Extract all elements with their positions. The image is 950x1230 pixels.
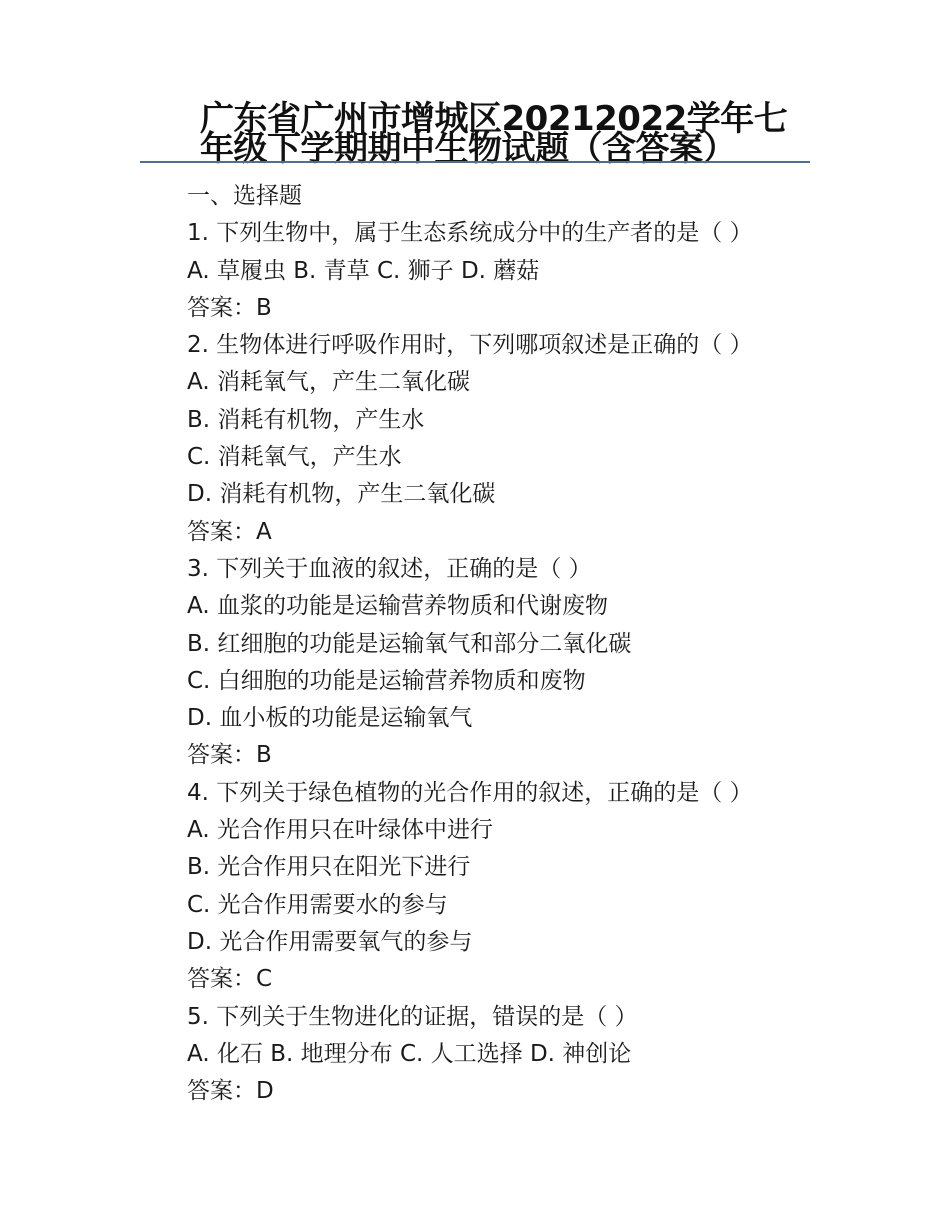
- option-b: B. 光合作用只在阳光下进行: [187, 854, 471, 881]
- question-5: [187, 999, 827, 1111]
- question-answer: 答案：B: [187, 294, 272, 321]
- question-4: [187, 775, 827, 999]
- option-b: B. 红细胞的功能是运输氧气和部分二氧化碳: [187, 630, 632, 657]
- section-heading: 一、选择题: [187, 183, 302, 209]
- question-1: [187, 215, 827, 327]
- question-answer: 答案：D: [187, 1078, 274, 1105]
- question-3: [187, 551, 827, 775]
- option-c: C. 光合作用需要水的参与: [187, 891, 448, 918]
- option-c: C. 白细胞的功能是运输营养物质和废物: [187, 667, 586, 694]
- question-stem: 5. 下列关于生物进化的证据，错误的是（ ）: [187, 1003, 638, 1030]
- question-2: [187, 327, 827, 551]
- option-a: A. 光合作用只在叶绿体中进行: [187, 817, 493, 844]
- question-stem: 1. 下列生物中，属于生态系统成分中的生产者的是（ ）: [187, 220, 753, 247]
- option-b: B. 消耗有机物，产生水: [187, 406, 425, 433]
- question-stem: 2. 生物体进行呼吸作用时，下列哪项叙述是正确的（ ）: [187, 332, 753, 359]
- question-stem: 4. 下列关于绿色植物的光合作用的叙述，正确的是（ ）: [187, 779, 753, 806]
- option-a: A. 血浆的功能是运输营养物质和代谢废物: [187, 593, 608, 620]
- question-options: A. 草履虫 B. 青草 C. 狮子 D. 蘑菇: [187, 257, 540, 284]
- question-stem: 3. 下列关于血液的叙述，正确的是（ ）: [187, 555, 592, 582]
- title-underline: [140, 161, 810, 163]
- document-body: [187, 178, 827, 1110]
- document-title: 广东省广州市增城区20212022学年七年级下学期期中生物试题（含答案）: [200, 99, 788, 169]
- option-d: D. 血小板的功能是运输氧气: [187, 705, 473, 732]
- question-options: A. 化石 B. 地理分布 C. 人工选择 D. 神创论: [187, 1040, 632, 1067]
- question-answer: 答案：A: [187, 518, 272, 545]
- question-answer: 答案：B: [187, 742, 272, 769]
- option-d: D. 光合作用需要氧气的参与: [187, 928, 473, 955]
- option-c: C. 消耗氧气，产生水: [187, 444, 402, 471]
- question-answer: 答案：C: [187, 966, 273, 993]
- option-d: D. 消耗有机物，产生二氧化碳: [187, 481, 496, 508]
- option-a: A. 消耗氧气，产生二氧化碳: [187, 369, 470, 396]
